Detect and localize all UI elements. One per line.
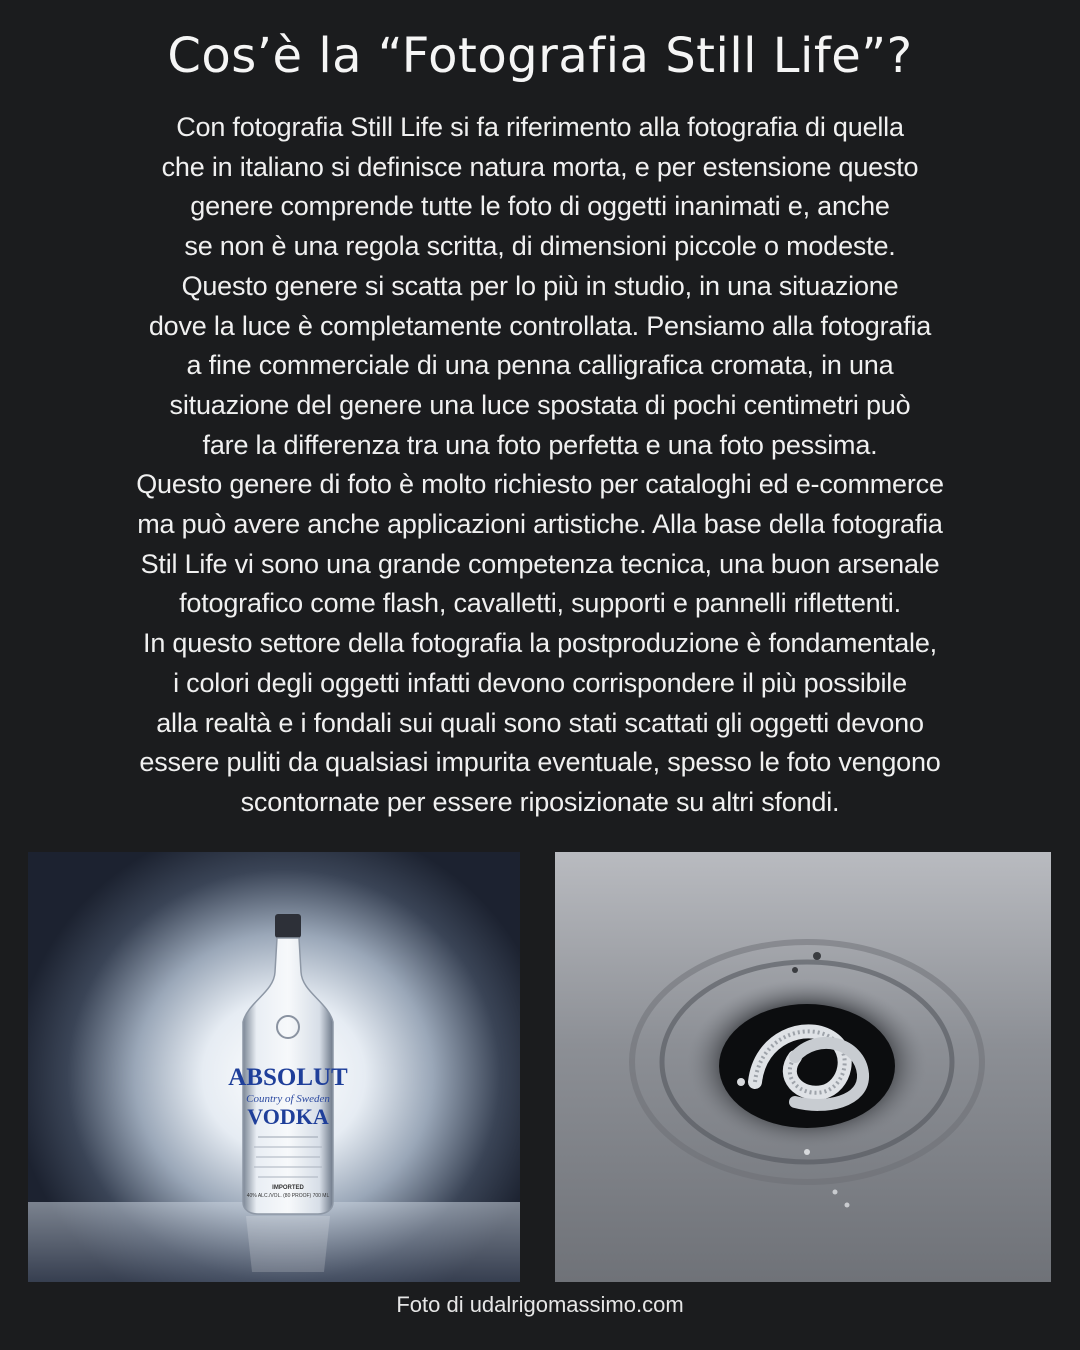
body-line: se non è una regola scritta, di dimensioni piccole o modeste. <box>184 231 896 262</box>
bottle-imported: IMPORTED <box>272 1185 304 1191</box>
body-line: fare la differenza tra una foto perfetta e una foto pessima. <box>202 429 878 460</box>
body-line: dove la luce è completamente controllata. Pensiamo alla fotografia <box>148 310 932 341</box>
photo-credit: Foto di udalrigomassimo.com <box>396 1292 684 1317</box>
body-line: a fine commerciale di una penna calligrafica cromata, in una <box>186 350 894 381</box>
ring-splash-illustration <box>555 852 1051 1282</box>
page-title: Cos’è la “Fotografia Still Life”? <box>167 28 913 84</box>
bottle-brand: ABSOLUT <box>228 1064 348 1091</box>
bottle-volume: 40% ALC./VOL. (80 PROOF) 700 ML <box>246 1193 330 1199</box>
body-line: Stil Life vi sono una grande competenza tecnica, una buon arsenale <box>140 548 940 579</box>
body-line: ma può avere anche applicazioni artistiche. Alla base della fotografia <box>137 509 943 540</box>
article-body <box>10 108 1070 823</box>
ring-splash-photo <box>555 852 1051 1282</box>
vodka-bottle-photo <box>28 852 520 1282</box>
vodka-bottle-illustration <box>28 852 520 1282</box>
body-line: In questo settore della fotografia la postproduzione è fondamentale, <box>143 628 937 659</box>
body-line: Questo genere di foto è molto richiesto per cataloghi ed e-commerce <box>136 469 944 500</box>
body-line: scontornate per essere riposizionate su altri sfondi. <box>240 786 840 817</box>
body-line: che in italiano si definisce natura morta, e per estensione questo <box>161 151 919 182</box>
bottle-product: VODKA <box>247 1104 329 1129</box>
body-line: essere puliti da qualsiasi impurita eventuale, spesso le foto vengono <box>139 747 941 778</box>
body-line: situazione del genere una luce spostata di pochi centimetri può <box>169 389 911 420</box>
body-line: Con fotografia Still Life si fa riferimento alla fotografia di quella <box>176 112 904 142</box>
bottle-origin: Country of Sweden <box>246 1093 330 1105</box>
body-line: genere comprende tutte le foto di oggetti inanimati e, anche <box>190 191 890 222</box>
body-line: alla realtà e i fondali sui quali sono stati scattati gli oggetti devono <box>156 707 924 738</box>
body-line: Questo genere si scatta per lo più in studio, in una situazione <box>181 270 899 301</box>
body-line: i colori degli oggetti infatti devono corrispondere il più possibile <box>173 667 907 698</box>
body-line: fotografico come flash, cavalletti, supporti e pannelli riflettenti. <box>179 588 901 619</box>
